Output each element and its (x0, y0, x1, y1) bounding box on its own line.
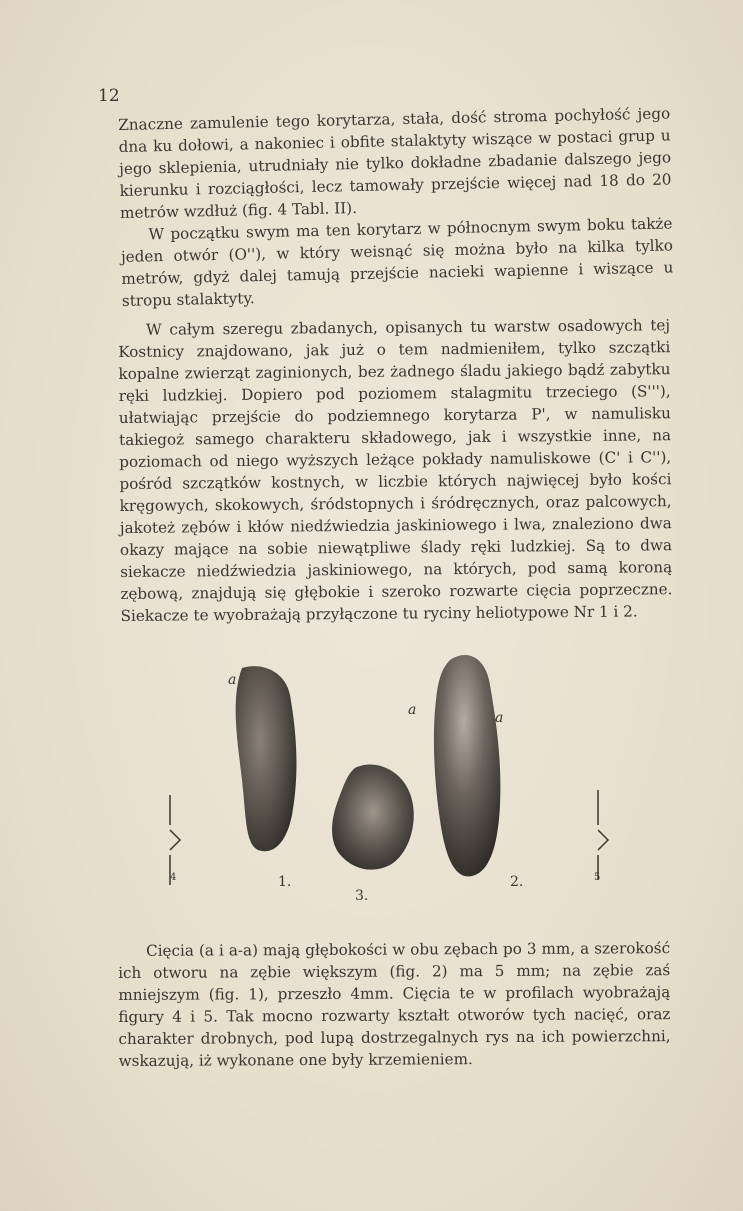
paragraph-1: Znaczne zamulenie tego korytarza, stała, dość stroma pochyłość jego dna ku dołowi, a nakoniec i obfite stalaktyty wiszące w postaci grup u jego sklepienia, utrudniały nie tylko dokładne zbadanie dalszego jego kierunku i rozciągłości, lecz tamowały przejście więcej nad 18 do 20 metrów wzdłuż (fig. 4 Tabl. II). (118, 104, 672, 222)
fig-number-2: 2. (510, 874, 524, 890)
tooth-3 (332, 765, 414, 870)
cut-label-a-right-2: a (495, 710, 504, 726)
fig-number-4: 4 (170, 872, 177, 883)
cut-label-a-right-1: a (408, 702, 417, 718)
page-number: 12 (98, 86, 120, 106)
tooth-2 (434, 655, 500, 876)
paragraph-3: W całym szeregu zbadanych, opisanych tu warstw osadowych tej Kostnicy znajdowano, jak już o tem nadmieniłem, tylko szczątki kopalne zwierząt zaginionych, bez żadnego śladu jakiego bądź zabytku ręki ludzkiej. Dopiero pod poziomem stalagmitu trzeciego (S'''), ułatwiając przejście do podziemnego korytarza P', w namulisku takiegoż samego charakteru składowego, jak i wszystkie inne, na poziomach od niego wyższych leżące pokłady namuliskowe (C' i C''), pośród szczątków kostnych, w liczbie których najwięcej było kości kręgowych, skokowych, śródstopnych i śródręcznych, oraz palcowych, jakoteż zębów i kłów niedźwiedzia jaskiniowego i lwa, znaleziono dwa okazy mające na sobie niewątpliwe ślady ręki ludzkiej. Są to dwa siekacze niedźwiedzia jaskiniowego, na których, pod samą koroną zębową, znajdują się głębokie i szeroko rozwarte cięcia poprzeczne. Siekacze te wyobrażają przyłączone tu ryciny heliotypowe Nr 1 i 2. (118, 316, 673, 625)
fig-number-5: 5 (594, 872, 601, 883)
cut-label-a-left: a (228, 672, 237, 688)
tooth-1 (236, 666, 297, 851)
paragraph-block-2 (118, 314, 673, 627)
fig-number-1: 1. (278, 874, 292, 890)
paragraph-block-1 (118, 102, 674, 312)
paragraph-2: W początku swym ma ten korytarz w północnym swym boku także jeden otwór (O''), w który weisnąć się można było na kilka tylko metrów, gdyż dalej tamują przejście nacieki wapienne i wiszące u stropu stalaktyty. (120, 214, 674, 310)
teeth-illustration (150, 640, 620, 910)
teeth-figure (150, 640, 620, 910)
fig-number-3: 3. (355, 888, 369, 904)
profile-mark-5 (598, 790, 608, 880)
paragraph-4: Cięcia (a i a-a) mają głębokości w obu zębach po 3 mm, a szerokość ich otworu na zębie większym (fig. 2) ma 5 mm; na zębie zaś mniejszym (fig. 1), przeszło 4mm. Cięcia te w profilach wyobrażają figury 4 i 5. Tak mocno rozwarty kształt otworów tych nacięć, oraz charakter drobnych, pod lupą dostrzegalnych rys na ich powierzchni, wskazują, iż wykonane one były krzemieniem. (118, 939, 671, 1070)
paragraph-block-3 (118, 937, 671, 1072)
